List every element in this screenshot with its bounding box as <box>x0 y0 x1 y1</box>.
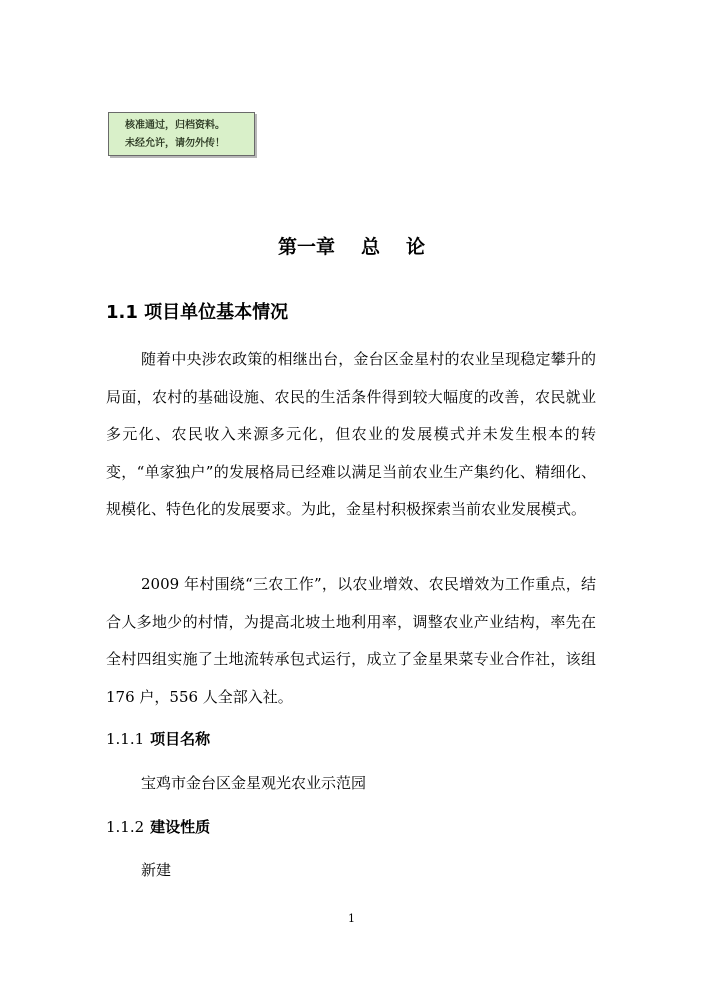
chapter-title <box>0 234 703 260</box>
subsection-title: 建设性质 <box>150 818 211 836</box>
construction-nature: 新建 <box>141 861 172 879</box>
notice-line-1: 核准通过，归档资料。 <box>125 120 225 131</box>
subsection-heading-1-1-1 <box>106 727 210 751</box>
chapter-title-part-1: 第一章 <box>277 236 335 258</box>
page-number: 1 <box>348 912 355 925</box>
section-heading-1-1: 1.1 项目单位基本情况 <box>106 302 289 323</box>
chapter-title-part-2: 总 <box>360 236 380 258</box>
subsection-title: 项目名称 <box>150 730 211 748</box>
notice-line-2: 未经允许，请勿外传！ <box>125 138 225 149</box>
subsection-number: 1.1.1 <box>106 730 145 748</box>
subsection-heading-1-1-2 <box>106 815 210 839</box>
chapter-title-part-3: 论 <box>406 236 426 258</box>
paragraph-2: 2009 年村围绕“三农工作”，以农业增效、农民增效为工作重点，结合人多地少的村情，为提高北坡土地利用率，调整农业产业结构，率先在全村四组实施了土地流转承包式运行，成立了金星果菜专业合作社，该组 176 户，556 人全部入社。 <box>106 575 596 706</box>
paragraph-1: 随着中央涉农政策的相继出台，金台区金星村的农业呈现稳定攀升的局面，农村的基础设施、农民的生活条件得到较大幅度的改善，农民就业多元化、农民收入来源多元化，但农业的发展模式并未发生根本的转变，“单家独户”的发展格局已经难以满足当前农业生产集约化、精细化、规模化、特色化的发展要求。为此，金星村积极探索当前农业发展模式。 <box>106 350 596 518</box>
project-name: 宝鸡市金台区金星观光农业示范园 <box>141 774 367 792</box>
notice-stamp <box>108 112 255 156</box>
subsection-number: 1.1.2 <box>106 818 145 836</box>
